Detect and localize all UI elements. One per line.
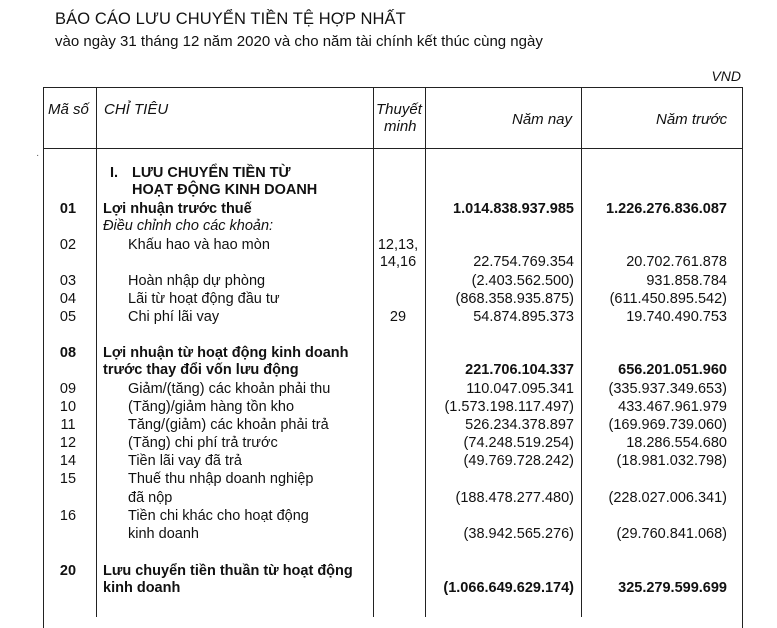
row-previous: (611.450.895.542) [609,291,727,307]
column-header-note-2: minh [384,118,417,135]
row-previous: 20.702.761.878 [626,254,727,270]
row-label: (Tăng) chi phí trả trước [128,435,278,451]
row-current: (1.573.198.117.497) [444,399,574,415]
row-current: (49.769.728.242) [463,453,574,469]
row-current: (188.478.277.480) [455,490,574,506]
currency-label: VND [711,68,741,84]
row-current: (868.358.935.875) [455,291,574,307]
row-code: 15 [59,471,77,487]
row-label: Lãi từ hoạt động đầu tư [128,291,280,307]
column-header-code: Mã số [48,101,89,118]
row-label: Thuế thu nhập doanh nghiệp [128,471,314,487]
row-current: (38.942.565.276) [463,526,574,542]
row-current: 110.047.095.341 [466,381,574,397]
row-label: Chi phí lãi vay [128,309,220,325]
row-label: Lợi nhuận từ hoạt động kinh doanh [103,345,349,361]
row-previous: (335.937.349.653) [608,381,727,397]
row-label-2: kinh doanh [103,580,181,596]
row-label: Tiền lãi vay đã trả [128,453,242,469]
report-subtitle: vào ngày 31 tháng 12 năm 2020 và cho năm tài chính kết thúc cùng ngày [55,33,543,50]
row-label: Giảm/(tăng) các khoản phải thu [128,381,331,397]
row-code: 03 [59,273,77,289]
row-previous: (169.969.739.060) [608,417,727,433]
row-previous: 325.279.599.699 [618,580,727,596]
column-header-previous: Năm trước [656,111,728,128]
row-previous: (18.981.032.798) [616,453,727,469]
margin-mark: · [36,150,40,161]
row-label: Khấu hao và hao mòn [128,237,270,253]
column-divider [373,87,374,617]
row-label-2: kinh doanh [128,526,199,542]
row-code: 12 [59,435,77,451]
row-code: 10 [59,399,77,415]
row-note-2: 14,16 [379,254,417,270]
row-current: (74.248.519.254) [463,435,574,451]
section-number: I. [110,165,119,181]
row-current: 54.874.895.373 [473,309,574,325]
section-title-2: HOẠT ĐỘNG KINH DOANH [132,182,318,198]
column-header-current: Năm nay [512,111,573,128]
row-label: Hoàn nhập dự phòng [128,273,266,289]
row-previous: 433.467.961.979 [618,399,727,415]
row-code: 14 [59,453,77,469]
row-code: 01 [59,201,77,217]
row-note: 29 [389,309,407,325]
row-code: 09 [59,381,77,397]
row-label-2: đã nộp [128,490,173,506]
row-previous: (29.760.841.068) [616,526,727,542]
row-code: 20 [59,563,77,579]
row-code: 16 [59,508,77,524]
column-header-item: CHỈ TIÊU [104,101,169,118]
row-current: 22.754.769.354 [473,254,574,270]
row-label: (Tăng)/giảm hàng tồn kho [128,399,295,415]
row-code: 02 [59,237,77,253]
row-current: (2.403.562.500) [471,273,574,289]
row-code: 08 [59,345,77,361]
row-previous: 19.740.490.753 [626,309,727,325]
row-previous: (228.027.006.341) [608,490,727,506]
row-label-2: trước thay đổi vốn lưu động [103,362,299,378]
report-title: BÁO CÁO LƯU CHUYỂN TIỀN TỆ HỢP NHẤT [55,10,406,28]
row-previous: 1.226.276.836.087 [606,201,727,217]
row-current: 526.234.378.897 [465,417,574,433]
row-current: 221.706.104.337 [465,362,574,378]
row-previous: 656.201.051.960 [618,362,727,378]
row-label: Lưu chuyển tiền thuần từ hoạt động [103,563,353,579]
row-previous: 18.286.554.680 [626,435,727,451]
row-current: 1.014.838.937.985 [453,201,574,217]
row-label: Tiền chi khác cho hoạt động [128,508,309,524]
header-divider [43,148,743,149]
row-code: 05 [59,309,77,325]
row-label: Điều chỉnh cho các khoản: [103,218,274,234]
row-previous: 931.858.784 [646,273,727,289]
row-code: 11 [60,417,76,433]
column-divider [96,87,97,617]
column-header-note: Thuyết [376,101,422,118]
row-label: Lợi nhuận trước thuế [103,201,252,217]
row-note: 12,13, [377,237,419,253]
section-title: LƯU CHUYỂN TIỀN TỪ [132,165,291,181]
row-current: (1.066.649.629.174) [443,580,574,596]
row-code: 04 [59,291,77,307]
row-label: Tăng/(giảm) các khoản phải trả [128,417,329,433]
